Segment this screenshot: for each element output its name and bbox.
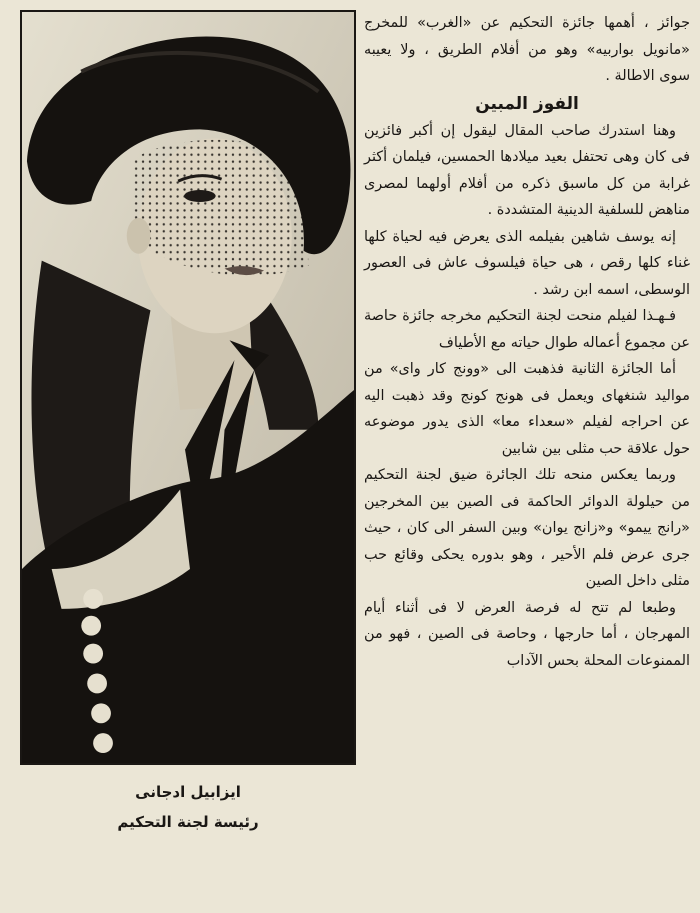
- article-paragraph: وطبعا لم تتح له فرصة العرض لا فى أثناء أيام المهرجان ، أما حارجها ، وحاصة فى الصين ، فهو من الممنوعات المحلة بحس الآداب: [364, 599, 690, 669]
- article-paragraph: وهنا استدرك صاحب المقال ليقول إن أكبر فائزين فى كان وهى تحتفل بعيد ميلادها الحمسين، فيلمان أكثر غرابة من كل ماسبق ذكره من أفلام أولهما لمصرى مناهض للسلفية الدينية المتشددة .: [364, 122, 690, 218]
- article-subheading: الفوز المبين: [475, 93, 579, 114]
- article-paragraph: أما الجائزة الثانية فذهبت الى «وونج كار واى» من مواليد شنغهاى ويعمل فى هونج كونج وقد ذهبت اليه عن احراجه لفيلم «سعداء معا» الذى يدور موضوعه حول علاقة حب مثلى بين شابين: [364, 361, 690, 457]
- article-intro: جوائز ، أهمها جائزة التحكيم عن «الغرب» للمخرج «مانويل بواربيه» وهو من أفلام الطريق ، ولا يعيبه سوى الاطالة .: [364, 15, 690, 84]
- article-paragraph: فـهـذا لفيلم منحت لجنة التحكيم مخرجه جائزة حاصة عن مجموع أعماله طوال حياته مع الأطياف: [364, 308, 690, 351]
- caption-name: ايزابيل ادجانى: [135, 783, 241, 801]
- portrait-illustration: [22, 12, 354, 763]
- article-column: [364, 10, 690, 905]
- article-paragraph: إنه يوسف شاهين بفيلمه الذى يعرض فيه لحياة كلها غناء كلها رقص ، هى حياة فيلسوف عاش فى العصور الوسطى، اسمه ابن رشد .: [364, 228, 690, 298]
- portrait-photo: [20, 10, 356, 765]
- article-paragraph: وربما يعكس منحه تلك الجائرة ضيق لجنة التحكيم من حيلولة الدوائر الحاكمة فى الصين بين المخرجين «رانج ييمو» و«زانج يوان» وبين السفر الى كان ، حيث جرى عرض فلم الأحير ، وهو بدوره يحكى وقائع حب مثلى داخل الصين: [364, 467, 690, 589]
- caption-role: رئيسة لجنة التحكيم: [117, 813, 259, 831]
- photo-caption: [20, 777, 356, 837]
